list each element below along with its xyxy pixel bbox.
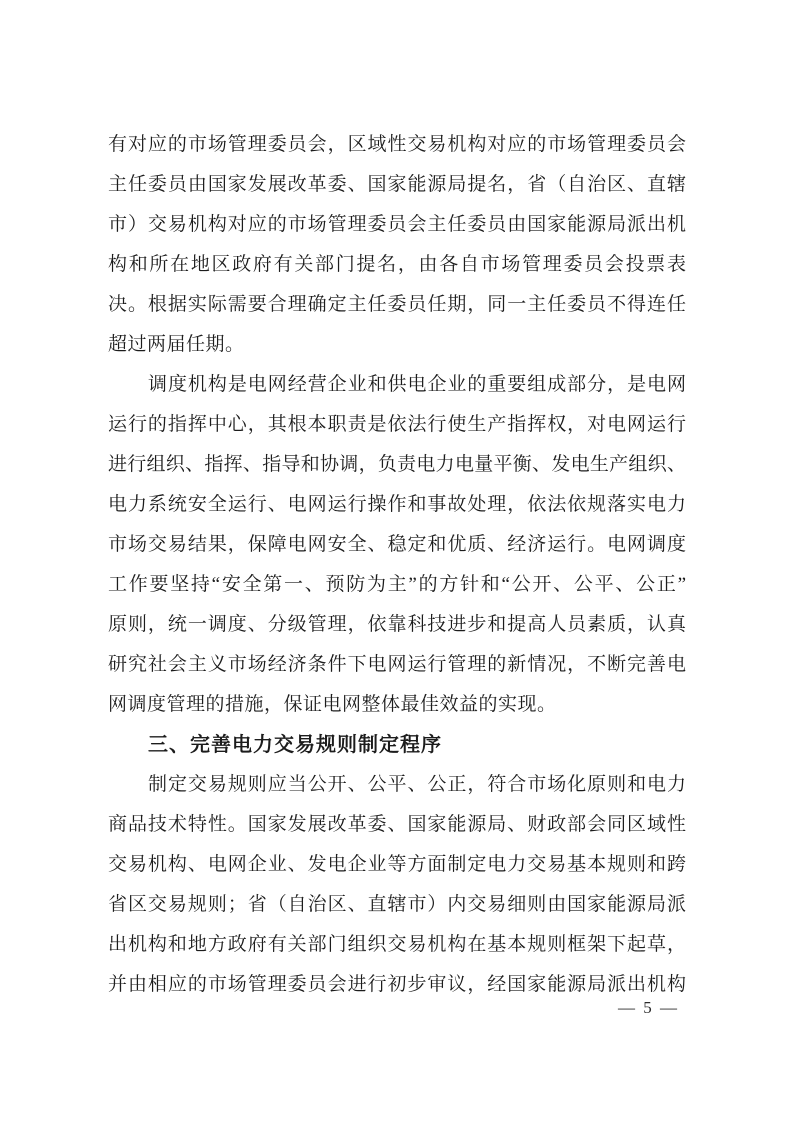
text-line: 原则，统一调度、分级管理，依靠科技进步和提高人员素质，认真 <box>108 614 686 635</box>
text-line: 构和所在地区政府有关部门提名，由各自市场管理委员会投票表 <box>108 254 686 275</box>
text-line: 运行的指挥中心，其根本职责是依法行使生产指挥权，对电网运行 <box>108 414 686 435</box>
page-number: — 5 — <box>618 998 679 1017</box>
text-line: 交易机构、电网企业、发电企业等方面制定电力交易基本规则和跨 <box>108 854 686 875</box>
text-line: 制定交易规则应当公开、公平、公正，符合市场化原则和电力 <box>148 774 686 795</box>
text-line: 商品技术特性。国家发展改革委、国家能源局、财政部会同区域性 <box>108 814 686 835</box>
text-line: 电力系统安全运行、电网运行操作和事故处理，依法依规落实电力 <box>108 494 686 515</box>
text-line: 工作要坚持“安全第一、预防为主”的方针和“公开、公平、公正” <box>108 574 686 595</box>
text-line: 有对应的市场管理委员会，区域性交易机构对应的市场管理委员会 <box>108 134 686 155</box>
text-line: 调度机构是电网经营企业和供电企业的重要组成部分，是电网 <box>148 374 686 395</box>
section-heading: 三、完善电力交易规则制定程序 <box>148 734 442 756</box>
text-line: 市）交易机构对应的市场管理委员会主任委员由国家能源局派出机 <box>108 214 686 235</box>
text-line: 主任委员由国家发展改革委、国家能源局提名，省（自治区、直辖 <box>108 174 686 195</box>
document-body <box>108 125 686 1005</box>
text-line: 研究社会主义市场经济条件下电网运行管理的新情况，不断完善电 <box>108 654 686 675</box>
text-line: 网调度管理的措施，保证电网整体最佳效益的实现。 <box>108 694 557 715</box>
text-line: 省区交易规则；省（自治区、直辖市）内交易细则由国家能源局派 <box>108 894 686 915</box>
text-line: 超过两届任期。 <box>108 334 245 355</box>
text-line: 并由相应的市场管理委员会进行初步审议，经国家能源局派出机构 <box>108 974 686 995</box>
text-line: 市场交易结果，保障电网安全、稳定和优质、经济运行。电网调度 <box>108 534 686 555</box>
text-line: 决。根据实际需要合理确定主任委员任期，同一主任委员不得连任 <box>108 294 686 315</box>
text-line: 出机构和地方政府有关部门组织交易机构在基本规则框架下起草， <box>108 934 686 955</box>
text-line: 进行组织、指挥、指导和协调，负责电力电量平衡、发电生产组织、 <box>108 454 686 475</box>
